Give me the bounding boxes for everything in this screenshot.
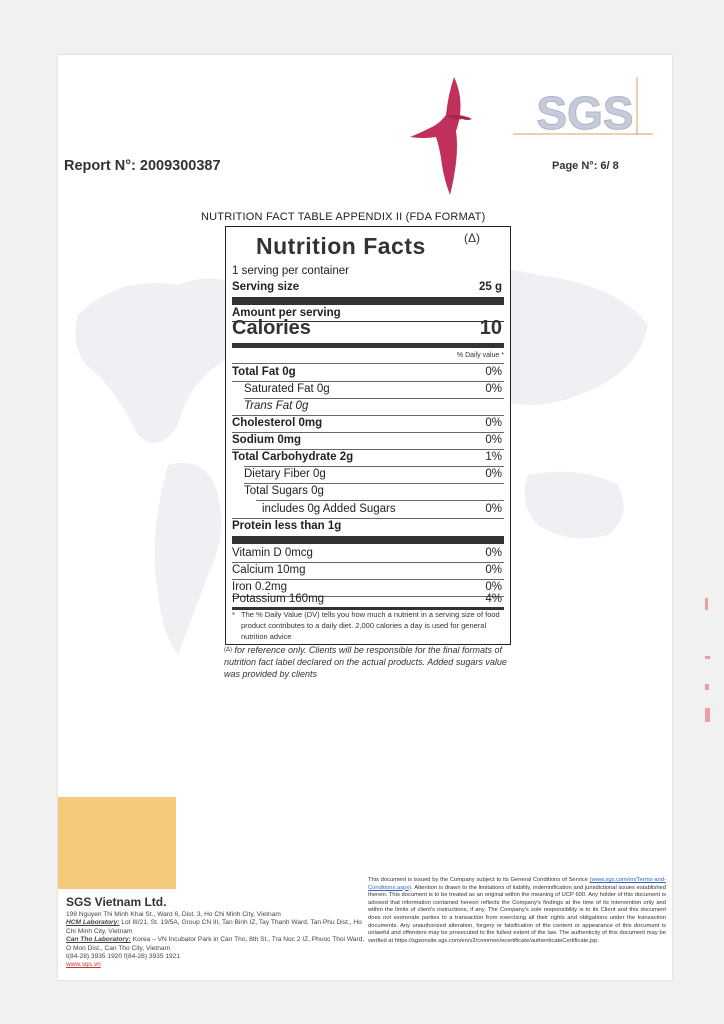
disclaimer-text: This document is issued by the Company subject to its General Conditions of Service xyxy=(368,877,588,883)
side-margin-marks xyxy=(702,596,714,726)
nutrient-value: 0% xyxy=(485,366,502,378)
cantho-lab-label: Can Tho Laboratory: xyxy=(66,936,131,944)
company-name: SGS Vietnam Ltd. xyxy=(66,895,167,909)
vitamin-label: Calcium 10mg xyxy=(232,564,306,576)
company-address xyxy=(66,911,366,970)
calories-label: Calories xyxy=(232,317,311,339)
footnote xyxy=(232,609,502,642)
terms-link[interactable]: (www.sgs.com/en/Terms-and-Conditions.aspx) xyxy=(368,877,666,891)
thick-divider xyxy=(232,297,504,305)
servings-per-container: 1 serving per container xyxy=(232,265,349,277)
vitamin-row xyxy=(232,581,504,593)
nutrient-row xyxy=(232,451,504,463)
divider xyxy=(244,466,504,467)
serving-size-label: Serving size xyxy=(232,281,300,293)
divider xyxy=(256,500,504,501)
calories-value: 10 xyxy=(479,317,502,339)
serving-size-value: 25 g xyxy=(478,281,502,293)
sgs-logo xyxy=(513,77,653,145)
table-title: NUTRITION FACT TABLE APPENDIX II (FDA FORMAT) xyxy=(201,211,486,223)
divider xyxy=(232,562,504,563)
delta-symbol: (Δ) xyxy=(464,231,481,245)
reference-text: for reference only. Clients will be responsible for the final formats of nutrition fact label declared on the actual products. Added sugars value was provided by clients xyxy=(224,645,507,679)
vitamin-value: 0% xyxy=(485,547,502,559)
amount-per-serving: Amount per serving xyxy=(232,307,341,319)
nutrient-row xyxy=(232,468,504,480)
vitamin-value: 0% xyxy=(485,581,502,593)
disclaimer-text: . Attention is drawn to the limitations of liability, indemnification and jurisdictional issues established therein. This document is to be treated as an original within the meaning of UCP 600. Any holder of this document is advised that information contained hereon reflects the Company's findings at the time of its intervention only and within the limits of client's instructions, if any. The Company's sole responsibility is to its Client and this document does not exonerate parties to a transaction from exercising all their rights and obligations under the transaction documents. Any unauthorized alteration, forgery or falsification of the content or appearance of this document is unlawful and offenders may be prosecuted to the fullest extent of the law. The authenticity of this document may be verified at https://sgsonsite.sgs.com/en/v2/common/ecertificate/authenticateCertificate.jsp. xyxy=(368,884,666,944)
nutrient-label: Trans Fat 0g xyxy=(244,400,309,412)
hcm-lab xyxy=(66,919,366,936)
nutrient-label: Saturated Fat 0g xyxy=(244,383,330,395)
divider xyxy=(232,381,504,382)
serving-size-row xyxy=(232,281,504,293)
nutrient-row xyxy=(232,485,504,497)
reference-symbol: (Δ) xyxy=(224,647,233,653)
vitamin-row xyxy=(232,593,504,605)
vitamin-value: 4% xyxy=(485,593,502,605)
divider xyxy=(232,518,504,519)
nutrition-facts-label xyxy=(225,226,511,645)
calories-row xyxy=(232,317,504,340)
vitamin-label: Vitamin D 0mcg xyxy=(232,547,313,559)
nutrient-row xyxy=(232,520,504,532)
nutrient-value: 0% xyxy=(485,468,502,480)
nutrient-label: includes 0g Added Sugars xyxy=(262,503,396,515)
seal-stamp xyxy=(58,797,176,889)
hcm-lab-address: Lot III/21, St. 19/5A, Group CN III, Tan Binh IZ, Tay Thanh Ward, Tan Phu Dist., Ho Chi Minh City, Vietnam xyxy=(66,919,362,935)
cantho-lab-address: Korea – VN Incubator Park in Can Tho, 8th St., Tra Noc 2 IZ, Phuoc Thoi Ward, O Mon Dist., Can Tho City, Vietnam xyxy=(66,936,365,952)
divider xyxy=(232,415,504,416)
divider xyxy=(232,579,504,580)
nutrient-row xyxy=(232,383,504,395)
nutrient-value: 0% xyxy=(485,417,502,429)
phone-fax: t(84-28) 3935 1920 f(84-28) 3935 1921 xyxy=(66,953,181,961)
nutrient-label: Total Fat 0g xyxy=(232,366,296,378)
divider xyxy=(244,483,504,484)
nutrient-row xyxy=(232,417,504,429)
nutrient-label: Dietary Fiber 0g xyxy=(244,468,326,480)
sgs-logo-text: SGS xyxy=(536,87,634,139)
nutrient-value: 0% xyxy=(485,503,502,515)
hcm-lab-label: HCM Laboratory: xyxy=(66,919,120,927)
nutrient-row xyxy=(232,503,504,515)
vitamin-row xyxy=(232,564,504,576)
eagle-logo-icon xyxy=(410,75,474,197)
divider xyxy=(232,449,504,450)
website-link[interactable]: www.sgs.vn xyxy=(66,961,101,969)
vitamin-value: 0% xyxy=(485,564,502,576)
nutrient-label: Sodium 0mg xyxy=(232,434,302,446)
divider xyxy=(244,398,504,399)
nutrient-row xyxy=(232,366,504,378)
footnote-text: The % Daily Value (DV) tells you how much a nutrient in a serving size of food product contributes to a daily diet. 2,000 calories a day is used for general nutrition advice xyxy=(241,610,500,641)
sgs-logo-icon xyxy=(513,77,653,145)
vitamin-label: Iron 0.2mg xyxy=(232,581,287,593)
legal-disclaimer xyxy=(368,877,666,945)
nutrition-facts-title: Nutrition Facts xyxy=(256,233,426,259)
divider xyxy=(232,363,504,364)
nutrient-label: Cholesterol 0mg xyxy=(232,417,323,429)
nutrient-value: 1% xyxy=(485,451,502,463)
vitamin-row xyxy=(232,547,504,559)
nutrient-label: Protein less than 1g xyxy=(232,520,342,532)
page-number: Page N°: 6/ 8 xyxy=(552,160,619,172)
nutrient-value: 0% xyxy=(485,383,502,395)
nutrient-row xyxy=(232,400,504,412)
report-number: Report N°: 2009300387 xyxy=(64,158,221,174)
main-address: 198 Nguyen Thi Minh Khai St., Ward 6, Dist. 3, Ho Chi Minh City, Vietnam xyxy=(66,911,281,918)
footnote-star: * xyxy=(232,610,235,619)
nutrient-label: Total Carbohydrate 2g xyxy=(232,451,354,463)
thick-divider xyxy=(232,536,504,544)
nutrient-row xyxy=(232,434,504,446)
cantho-lab xyxy=(66,936,366,953)
vitamin-label: Potassium 160mg xyxy=(232,593,325,605)
nutrient-label: Total Sugars 0g xyxy=(244,485,324,497)
reference-note xyxy=(224,644,524,680)
divider xyxy=(232,432,504,433)
nutrient-value: 0% xyxy=(485,434,502,446)
daily-value-header: % Daily value * xyxy=(456,352,504,359)
document-page xyxy=(58,55,672,980)
medium-divider xyxy=(232,343,504,348)
